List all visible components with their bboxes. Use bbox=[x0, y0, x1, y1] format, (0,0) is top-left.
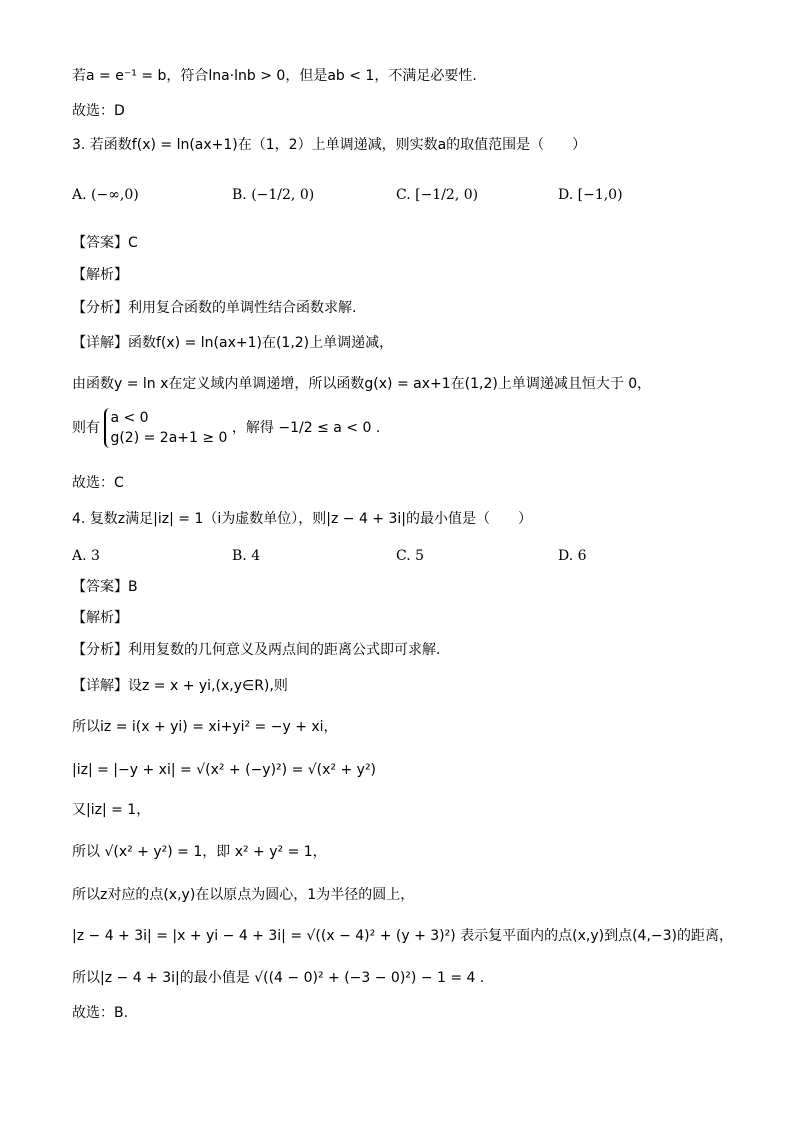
text-prefix: 则有 bbox=[72, 420, 100, 436]
text-line: 故选：B. bbox=[72, 1005, 129, 1021]
question-4: 4. 复数z满足|iz| = 1（i为虚数单位），则|z − 4 + 3i|的最小值是（ ） bbox=[72, 511, 533, 527]
text-line: |z − 4 + 3i| = |x + yi − 4 + 3i| = √((x − 4)² + (y + 3)²) 表示复平面内的点(x,y)到点(4,−3)的距离， bbox=[72, 928, 734, 944]
analysis-label: 【解析】 bbox=[72, 610, 128, 626]
text-line: 所以z对应的点(x,y)在以原点为圆心，1为半径的圆上， bbox=[72, 887, 415, 903]
text-line: 所以|z − 4 + 3i|的最小值是 √((4 − 0)² + (−3 − 0)²) − 1 = 4 . bbox=[72, 970, 485, 986]
analysis-text: 【分析】利用复合函数的单调性结合函数求解. bbox=[72, 300, 357, 316]
option-a: A. (−∞,0) bbox=[72, 187, 139, 203]
option-c: C. [−1/2, 0) bbox=[396, 187, 479, 203]
answer-label: 【答案】B bbox=[72, 579, 138, 595]
option-a: A. 3 bbox=[72, 548, 100, 564]
option-c: C. 5 bbox=[396, 548, 425, 564]
text-line: 由函数y = ln x在定义域内单调递增，所以函数g(x) = ax+1在(1,2)上单调递减且恒大于 0， bbox=[72, 376, 652, 392]
option-d: D. 6 bbox=[558, 548, 587, 564]
text-line: 若a = e⁻¹ = b，符合lna·lnb > 0，但是ab < 1，不满足必要性. bbox=[72, 68, 477, 84]
detail-text: 【详解】设z = x + yi,(x,y∈R),则 bbox=[72, 678, 288, 694]
equation-system bbox=[104, 408, 227, 448]
option-d: D. [−1,0) bbox=[558, 187, 623, 203]
analysis-label: 【解析】 bbox=[72, 267, 128, 283]
option-b: B. 4 bbox=[232, 548, 261, 564]
answer-label: 【答案】C bbox=[72, 235, 138, 251]
text-line: 所以 √(x² + y²) = 1，即 x² + y² = 1， bbox=[72, 844, 327, 860]
text-line: 又|iz| = 1， bbox=[72, 802, 151, 818]
system-row: g(2) = 2a+1 ≥ 0 bbox=[110, 430, 228, 446]
equation-system-line bbox=[72, 408, 380, 448]
option-b: B. (−1/2, 0) bbox=[232, 187, 315, 203]
system-row: a < 0 bbox=[110, 410, 149, 426]
detail-text: 【详解】函数f(x) = ln(ax+1)在(1,2)上单调递减， bbox=[72, 335, 394, 351]
text-line: 故选：D bbox=[72, 103, 125, 119]
text-line: 故选：C bbox=[72, 475, 124, 491]
question-3: 3. 若函数f(x) = ln(ax+1)在（1，2）上单调递减，则实数a的取值范围是（ ） bbox=[72, 137, 587, 153]
text-line: 所以iz = i(x + yi) = xi+yi² = −y + xi， bbox=[72, 719, 338, 735]
text-line: |iz| = |−y + xi| = √(x² + (−y)²) = √(x² + y²) bbox=[72, 762, 377, 778]
analysis-text: 【分析】利用复数的几何意义及两点间的距离公式即可求解. bbox=[72, 642, 441, 658]
text-suffix: ，解得 −1/2 ≤ a < 0 . bbox=[231, 420, 381, 436]
